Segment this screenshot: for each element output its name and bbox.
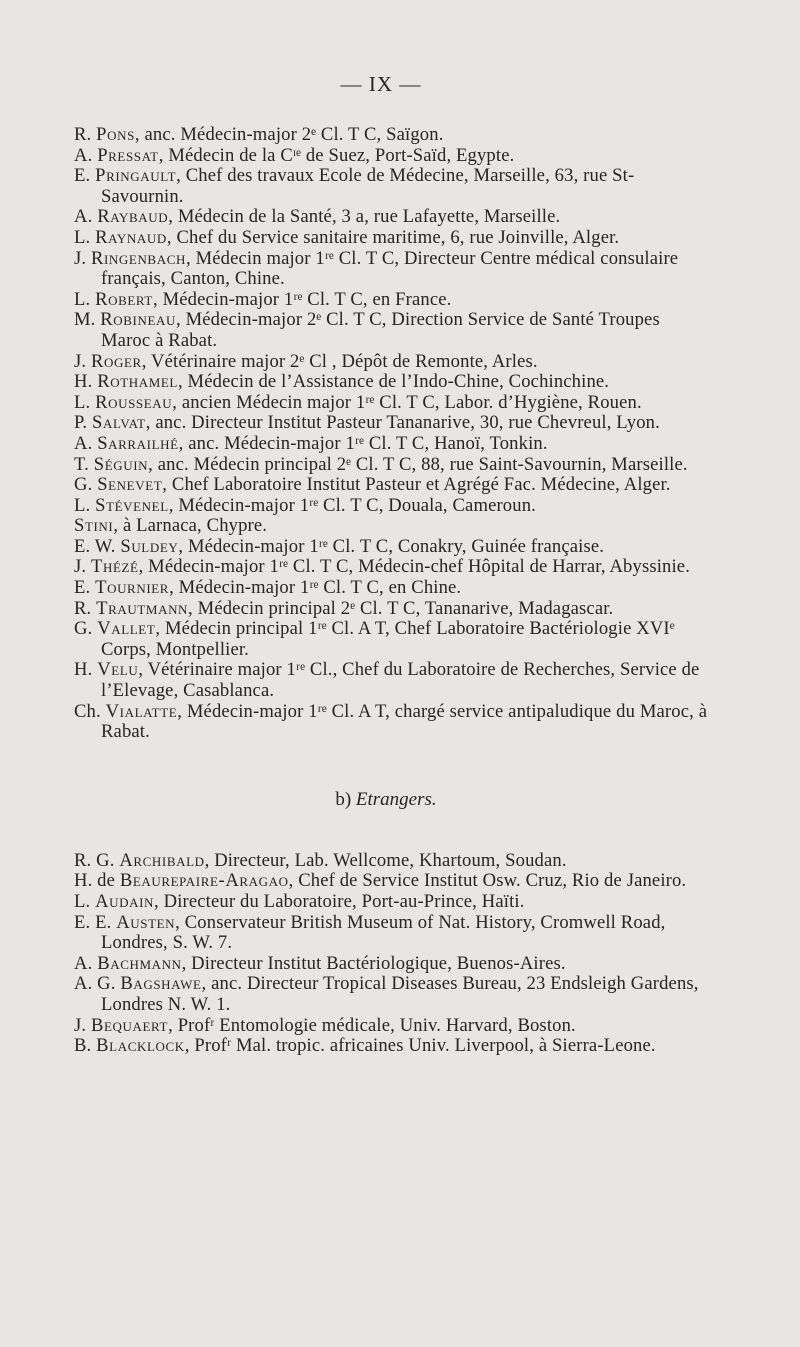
page-number: — IX — bbox=[340, 72, 422, 96]
list-item bbox=[74, 434, 708, 455]
list-item bbox=[74, 455, 708, 476]
entry-initial: R. bbox=[74, 597, 92, 619]
entry-initial: P. bbox=[74, 412, 88, 434]
entry-details: , Médecin de l’Assistance de l’Indo-Chine, Cochinchine. bbox=[177, 371, 610, 393]
entry-initial: R. G. bbox=[74, 849, 115, 871]
entry-initial: E. E. bbox=[74, 911, 112, 933]
entry-surname: Séguin bbox=[93, 453, 149, 475]
entry-initial: A. G. bbox=[74, 973, 116, 995]
entry-initial: J. bbox=[74, 1014, 87, 1036]
entry-surname: Blacklock bbox=[96, 1035, 185, 1057]
entry-details: , Médecin principal 1ʳᵉ Cl. A T, Chef Laboratoire Bactériologie XVIᵉ Corps, Montpellier. bbox=[101, 618, 675, 660]
entry-surname: Thézé bbox=[91, 556, 139, 578]
entry-surname: Stévenel bbox=[95, 494, 169, 516]
entry-surname: Austen bbox=[116, 911, 176, 933]
entry-details: , Vétérinaire major 2ᵉ Cl , Dépôt de Remonte, Arles. bbox=[141, 350, 538, 372]
entry-surname: Sarrailhé bbox=[97, 432, 179, 454]
entry-details: , Médecin-major 1ʳᵉ Cl. T C, en Chine. bbox=[169, 577, 462, 599]
entry-initial: M. bbox=[74, 309, 96, 331]
list-item bbox=[74, 166, 708, 207]
entry-surname: Trautmann bbox=[96, 597, 189, 619]
entry-initial: E. W. bbox=[74, 535, 116, 557]
list-item bbox=[74, 290, 708, 311]
list-item bbox=[74, 974, 708, 1015]
entry-surname: Beaurepaire-Aragao bbox=[119, 870, 289, 892]
entry-details: , Profʳ Mal. tropic. africaines Univ. Liverpool, à Sierra-Leone. bbox=[184, 1035, 656, 1057]
list-item bbox=[74, 516, 708, 537]
list-item bbox=[74, 393, 708, 414]
entry-initial: H. bbox=[74, 659, 93, 681]
entry-details: , Profʳ Entomologie médicale, Univ. Harvard, Boston. bbox=[168, 1014, 576, 1036]
list-item bbox=[74, 228, 708, 249]
list-item bbox=[74, 619, 708, 660]
entry-details: , Médecin-major 1ʳᵉ Cl. T C, en France. bbox=[152, 288, 452, 310]
list-item bbox=[74, 475, 708, 496]
entry-initial: R. bbox=[74, 124, 92, 145]
list-item bbox=[74, 1016, 708, 1037]
list-item bbox=[74, 146, 708, 167]
entry-initial: T. bbox=[74, 453, 89, 475]
entry-details: , anc. Directeur Institut Pasteur Tananarive, 30, rue Chevreul, Lyon. bbox=[145, 412, 660, 434]
french-members-list bbox=[74, 125, 708, 743]
list-item bbox=[74, 851, 708, 872]
entry-details: , anc. Médecin-major 1ʳᵉ Cl. T C, Hanoï, Tonkin. bbox=[178, 432, 548, 454]
entry-details: , Médecin-major 2ᵉ Cl. T C, Direction Service de Santé Troupes Maroc à Rabat. bbox=[101, 309, 660, 351]
entry-details: , Directeur du Laboratoire, Port-au-Prince, Haïti. bbox=[154, 891, 525, 912]
entry-initial: Ch. bbox=[74, 700, 101, 722]
entry-details: , anc. Médecin-major 2ᵉ Cl. T C, Saïgon. bbox=[134, 124, 444, 145]
entry-initial: L. bbox=[74, 494, 91, 516]
list-item bbox=[74, 599, 708, 620]
entry-surname: Robineau bbox=[100, 309, 176, 331]
entry-details: , Directeur, Lab. Wellcome, Khartoum, Soudan. bbox=[204, 849, 567, 871]
entry-details: , Médecin-major 1ʳᵉ Cl. T C, Médecin-chef Hôpital de Harrar, Abyssinie. bbox=[138, 556, 690, 578]
entry-surname: Bagshawe bbox=[120, 973, 202, 995]
entry-surname: Senevet bbox=[97, 474, 163, 496]
list-item bbox=[74, 537, 708, 558]
entry-initial: L. bbox=[74, 891, 91, 912]
entry-initial: J. bbox=[74, 247, 87, 269]
entry-surname: Audain bbox=[95, 891, 155, 912]
list-item bbox=[74, 413, 708, 434]
entry-surname: Bequaert bbox=[91, 1014, 169, 1036]
entry-details: , Conservateur British Museum of Nat. History, Cromwell Road, Londres, S. W. 7. bbox=[101, 911, 666, 954]
entry-details: , anc. Médecin principal 2ᵉ Cl. T C, 88, rue Saint-Savournin, Marseille. bbox=[148, 453, 688, 475]
section-prefix: b) bbox=[335, 788, 352, 810]
entry-surname: Tournier bbox=[95, 577, 170, 599]
entry-surname: Stini bbox=[74, 515, 114, 537]
entry-initial: H. de bbox=[74, 870, 116, 892]
entry-details: , Chef Laboratoire Institut Pasteur et Agrégé Fac. Médecine, Alger. bbox=[162, 474, 671, 496]
list-item bbox=[74, 557, 708, 578]
list-item bbox=[74, 207, 708, 228]
entry-surname: Velu bbox=[97, 659, 139, 681]
entry-details: , Médecin-major 1ʳᵉ Cl. T C, Douala, Cameroun. bbox=[168, 494, 536, 516]
entry-surname: Robert bbox=[95, 288, 153, 310]
list-item bbox=[74, 702, 708, 743]
entry-surname: Suldey bbox=[120, 535, 179, 557]
list-item bbox=[74, 496, 708, 517]
entry-details: , Médecin principal 2ᵉ Cl. T C, Tananarive, Madagascar. bbox=[188, 597, 614, 619]
list-item bbox=[74, 660, 708, 701]
entry-initial: L. bbox=[74, 288, 91, 310]
entry-details: , Chef des travaux Ecole de Médecine, Marseille, 63, rue St-Savournin. bbox=[101, 165, 635, 207]
entry-surname: Bachmann bbox=[97, 952, 182, 974]
section-heading bbox=[74, 789, 708, 811]
entry-initial: L. bbox=[74, 226, 91, 248]
entry-initial: L. bbox=[74, 391, 91, 413]
list-item bbox=[74, 249, 708, 290]
entry-details: , Chef de Service Institut Osw. Cruz, Rio de Janeiro. bbox=[288, 870, 687, 892]
entry-initial: G. bbox=[74, 474, 93, 496]
entry-surname: Raybaud bbox=[97, 206, 169, 228]
list-item bbox=[74, 892, 708, 913]
entry-details: , ancien Médecin major 1ʳᵉ Cl. T C, Labor. d’Hygiène, Rouen. bbox=[172, 391, 642, 413]
entry-initial: H. bbox=[74, 371, 93, 393]
entry-surname: Vallet bbox=[97, 618, 156, 640]
entry-surname: Salvat bbox=[92, 412, 146, 434]
entry-initial: A. bbox=[74, 206, 93, 228]
entry-initial: E. bbox=[74, 577, 91, 599]
entry-details: , à Larnaca, Chypre. bbox=[113, 515, 268, 537]
entry-details: , anc. Directeur Tropical Diseases Bureau, 23 Endsleigh Gardens, Londres N. W. 1. bbox=[101, 973, 699, 1015]
entry-surname: Pringault bbox=[95, 165, 177, 187]
entry-surname: Rousseau bbox=[95, 391, 173, 413]
entry-initial: J. bbox=[74, 556, 87, 578]
entry-surname: Pressat bbox=[97, 144, 159, 166]
entry-surname: Archibald bbox=[119, 849, 205, 871]
entry-initial: J. bbox=[74, 350, 87, 372]
entry-surname: Pons bbox=[96, 124, 135, 145]
entry-details: , Médecin de la Santé, 3 a, rue Lafayette, Marseille. bbox=[168, 206, 561, 228]
list-item bbox=[74, 954, 708, 975]
entry-details: , Médecin-major 1ʳᵉ Cl. T C, Conakry, Guinée française. bbox=[178, 535, 605, 557]
list-item bbox=[74, 913, 708, 954]
entry-details: , Directeur Institut Bactériologique, Buenos-Aires. bbox=[181, 952, 566, 974]
entry-details: , Médecin-major 1ʳᵉ Cl. A T, chargé service antipaludique du Maroc, à Rabat. bbox=[101, 700, 708, 743]
entry-surname: Raynaud bbox=[95, 226, 167, 248]
entry-initial: A. bbox=[74, 432, 93, 454]
entry-initial: B. bbox=[74, 1035, 92, 1057]
list-item bbox=[74, 372, 708, 393]
entry-surname: Roger bbox=[91, 350, 142, 372]
entry-initial: G. bbox=[74, 618, 93, 640]
entry-initial: E. bbox=[74, 165, 91, 187]
foreign-members-list bbox=[74, 851, 708, 1057]
entry-initial: A. bbox=[74, 144, 93, 166]
list-item bbox=[74, 352, 708, 373]
entry-details: , Chef du Service sanitaire maritime, 6, rue Joinville, Alger. bbox=[166, 226, 620, 248]
section-label: Etrangers. bbox=[355, 788, 437, 810]
entry-surname: Vialatte bbox=[105, 700, 178, 722]
list-item bbox=[74, 310, 708, 351]
entry-details: , Médecin de la Cᶦᵉ de Suez, Port-Saïd, Egypte. bbox=[158, 144, 515, 166]
entry-surname: Rothamel bbox=[97, 371, 178, 393]
entry-initial: A. bbox=[74, 952, 93, 974]
list-item bbox=[74, 125, 708, 146]
entry-details: , Médecin major 1ʳᵉ Cl. T C, Directeur Centre médical consulaire français, Canton, Chine. bbox=[101, 247, 679, 290]
list-item bbox=[74, 578, 708, 599]
entry-details: , Vétérinaire major 1ʳᵉ Cl., Chef du Laboratoire de Recherches, Service de l’Elevage, Casablanca. bbox=[101, 659, 700, 702]
entry-surname: Ringenbach bbox=[91, 247, 186, 269]
list-item bbox=[74, 1036, 708, 1057]
list-item bbox=[74, 871, 708, 892]
